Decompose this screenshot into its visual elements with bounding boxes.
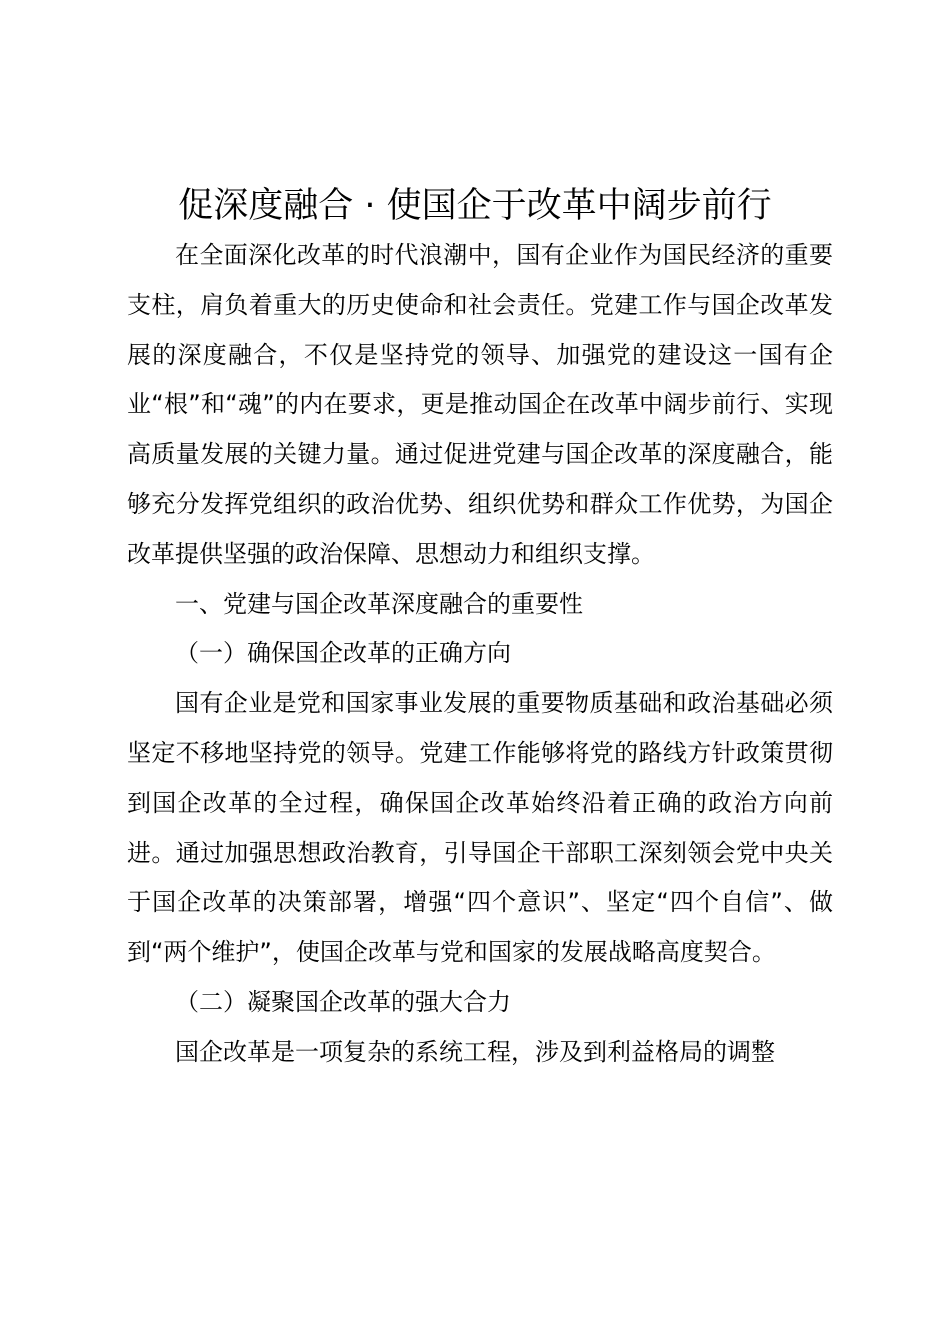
subsection-heading-1: （一）确保国企改革的正确方向	[175, 639, 511, 668]
section-heading-1: 一、党建与国企改革深度融合的重要性	[175, 589, 583, 618]
subsection-2-paragraph: 国企改革是一项复杂的系统工程，涉及到利益格局的调整	[175, 1037, 775, 1066]
intro-paragraph: 在全面深化改革的时代浪潮中，国有企业作为国民经济的重要支柱，肩负着重大的历史使命和社会责任。党建工作与国企改革发展的深度融合，不仅是坚持党的领导、加强党的建设这一国有企业“根”和“魂”的内在要求，更是推动国企在改革中阔步前行、实现高质量发展的关键力量。通过促进党建与国企改革的深度融合，能够充分发挥党组织的政治优势、组织优势和群众工作优势，为国企改革提供坚强的政治保障、思想动力和组织支撑。	[127, 241, 833, 568]
document-title: 促深度融合 · 使国企于改革中阔步前行	[178, 186, 772, 226]
subsection-heading-2: （二）凝聚国企改革的强大合力	[175, 987, 511, 1016]
document-body	[127, 231, 833, 1078]
subsection-1-paragraph: 国有企业是党和国家事业发展的重要物质基础和政治基础必须坚定不移地坚持党的领导。党建工作能够将党的路线方针政策贯彻到国企改革的全过程，确保国企改革始终沿着正确的政治方向前进。通过加强思想政治教育，引导国企干部职工深刻领会党中央关于国企改革的决策部署，增强“四个意识”、坚定“四个自信”、做到“两个维护”，使国企改革与党和国家的发展战略高度契合。	[127, 689, 833, 967]
